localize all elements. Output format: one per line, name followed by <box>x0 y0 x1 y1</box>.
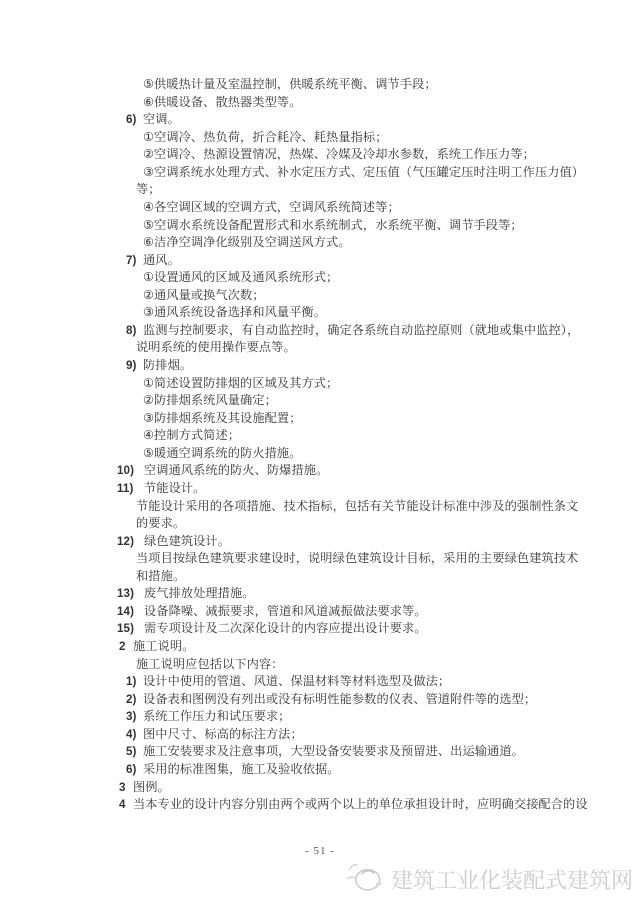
line-marker: 2 <box>119 640 126 653</box>
text-line <box>0 164 640 182</box>
text-line <box>0 515 640 533</box>
line-text: 等； <box>136 182 161 197</box>
line-text: ③防排烟系统及其设施配置； <box>143 410 302 425</box>
text-line <box>0 480 640 498</box>
text-line <box>0 322 640 340</box>
text-line <box>0 761 640 779</box>
line-marker: 6) <box>126 762 137 776</box>
sketch-mascot-icon <box>343 855 387 904</box>
watermark-text: 建筑工业化装配式建筑网 <box>391 868 634 893</box>
text-line <box>0 691 640 709</box>
text-line <box>0 743 640 761</box>
watermark <box>343 855 633 904</box>
line-text: 的要求。 <box>136 516 186 531</box>
text-line <box>0 129 640 147</box>
text-line <box>0 603 640 621</box>
line-text: 空调通风系统的防火、防爆措施。 <box>144 463 329 478</box>
text-line <box>0 620 640 638</box>
line-text: ②防排烟系统风量确定； <box>143 393 277 408</box>
line-text: ⑤供暖热计量及室温控制，供暖系统平衡、调节手段； <box>143 77 437 91</box>
text-line <box>0 550 640 568</box>
line-text: 防排烟。 <box>143 358 193 372</box>
line-text: ④各空调区域的空调方式，空调风系统简述等； <box>143 199 400 214</box>
line-marker: 2) <box>126 692 137 706</box>
line-text: 图中尺寸、标高的标注方法； <box>143 726 303 741</box>
text-line <box>0 445 640 463</box>
text-line <box>0 638 640 656</box>
line-marker: 10) <box>117 464 135 478</box>
line-text: 通风。 <box>143 252 180 267</box>
text-line <box>0 217 640 235</box>
line-marker: 4) <box>126 727 137 741</box>
line-marker: 7) <box>126 253 137 267</box>
line-marker: 5) <box>126 745 137 759</box>
line-text: 空调。 <box>143 112 180 127</box>
text-line <box>0 304 640 322</box>
line-text: 监测与控制要求，有自动监控时，确定各系统自动监控原则（就地或集中监控）， <box>143 322 580 337</box>
text-line <box>0 111 640 129</box>
line-text: ①简述设置防排烟的区域及其方式； <box>143 375 339 390</box>
text-line <box>0 462 640 480</box>
line-marker: 4 <box>119 798 126 812</box>
text-line <box>0 392 640 410</box>
text-line <box>0 533 640 551</box>
line-text: 当本专业的设计内容分别由两个或两个以上的单位承担设计时，应明确交接配合的设 <box>133 797 588 812</box>
text-line <box>0 269 640 287</box>
line-marker: 13) <box>117 587 135 601</box>
line-text: 废气排放处理措施。 <box>144 586 255 601</box>
text-line <box>0 375 640 393</box>
text-line <box>0 252 640 270</box>
line-text: 和措施。 <box>136 568 186 583</box>
text-line <box>0 76 640 94</box>
line-text: 施工说明应包括以下内容： <box>136 656 284 671</box>
text-line <box>0 726 640 744</box>
line-text: ②通风量或换气次数； <box>143 287 265 302</box>
line-text: 需专项设计及二次深化设计的内容应提出设计要求。 <box>144 621 427 636</box>
text-line <box>0 199 640 217</box>
text-line <box>0 796 640 814</box>
line-marker: 11) <box>117 481 134 495</box>
line-text: ②空调冷、热源设置情况，热媒、冷媒及冷却水参数，系统工作压力等； <box>143 147 535 162</box>
text-line <box>0 708 640 726</box>
line-text: 采用的标准图集，施工及验收依据。 <box>143 761 340 776</box>
text-line <box>0 568 640 586</box>
line-text: ⑤暖通空调系统的防火措施。 <box>143 445 302 460</box>
page-number: - 51 - <box>305 845 335 857</box>
text-line <box>0 181 640 199</box>
text-line <box>0 339 640 357</box>
line-marker: 3) <box>126 710 137 724</box>
text-line <box>0 498 640 516</box>
line-marker: 12) <box>117 534 135 548</box>
line-marker: 1) <box>126 675 137 689</box>
text-line <box>0 234 640 252</box>
text-line <box>0 94 640 112</box>
line-text: 设备降噪、减振要求，管道和风道减振做法要求等。 <box>144 603 427 618</box>
line-marker: 3 <box>119 780 126 794</box>
text-line <box>0 656 640 674</box>
text-line <box>0 779 640 797</box>
line-marker: 14) <box>117 604 135 618</box>
text-line <box>0 585 640 603</box>
line-text: 施工安装要求及注意事项，大型设备安装要求及预留进、出运输通道。 <box>143 744 524 759</box>
line-text: ③通风系统设备选择和风量平衡。 <box>143 305 327 320</box>
line-text: ③空调系统水处理方式、补水定压方式、定压值（气压罐定压时注明工作压力值） <box>143 164 585 179</box>
line-text: ①空调冷、热负荷，折合耗冷、耗热量指标； <box>143 129 388 144</box>
line-marker: 6) <box>126 113 137 127</box>
line-text: 节能设计采用的各项措施、技术指标，包括有关节能设计标准中涉及的强制性条文 <box>136 498 579 513</box>
line-text: ④控制方式简述； <box>143 428 241 443</box>
line-text: 绿色建筑设计。 <box>144 533 231 548</box>
document-body <box>0 76 640 814</box>
line-text: ⑥洁净空调净化级别及空调送风方式。 <box>143 235 351 250</box>
line-marker: 15) <box>117 622 135 636</box>
text-line <box>0 357 640 375</box>
line-text: ⑤空调水系统设备配置形式和水系统制式，水系统平衡、调节手段等； <box>143 217 523 232</box>
line-marker: 9) <box>126 359 137 372</box>
text-line <box>0 427 640 445</box>
line-text: 设计中使用的管道、风道、保温材料等材料选型及做法； <box>143 674 451 689</box>
text-line <box>0 410 640 428</box>
line-text: 系统工作压力和试压要求； <box>143 709 291 724</box>
line-text: 当项目按绿色建筑要求建设时，说明绿色建筑设计目标，采用的主要绿色建筑技术 <box>136 551 579 566</box>
text-line <box>0 673 640 691</box>
line-text: 图例。 <box>133 779 170 794</box>
line-text: ①设置通风的区域及通风系统形式； <box>143 270 339 285</box>
text-line <box>0 146 640 164</box>
line-text: ⑥供暖设备、散热器类型等。 <box>143 94 302 109</box>
line-text: 节能设计。 <box>144 480 206 495</box>
line-text: 施工说明。 <box>133 639 195 653</box>
text-line <box>0 287 640 305</box>
line-text: 设备表和图例没有列出或没有标明性能参数的仪表、管道附件等的选型； <box>143 691 537 706</box>
line-marker: 8) <box>126 323 137 337</box>
line-text: 说明系统的使用操作要点等。 <box>136 340 296 355</box>
